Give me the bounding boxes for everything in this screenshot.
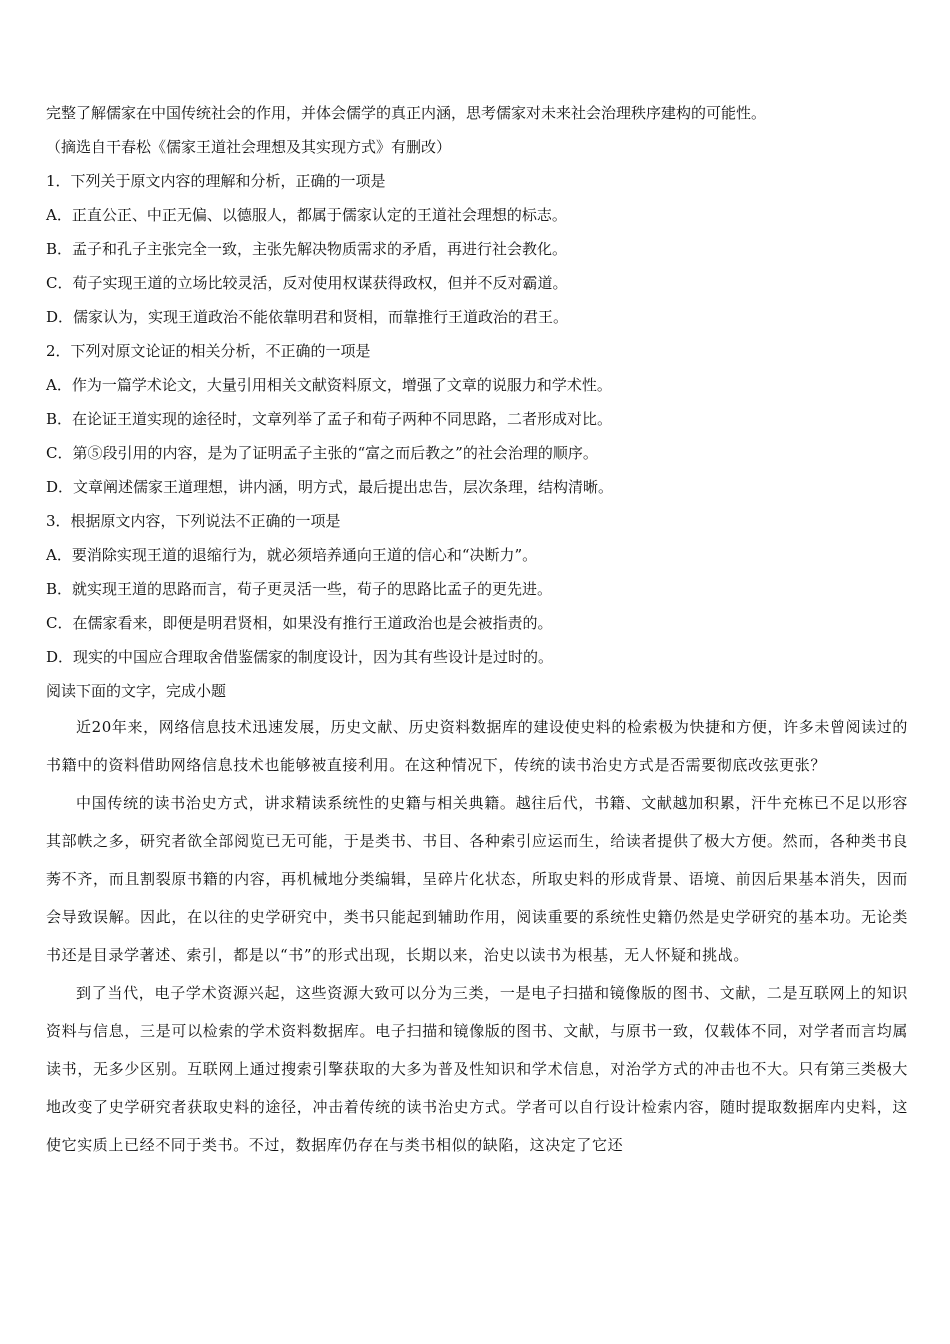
question-2 bbox=[46, 334, 908, 504]
question-stem: 2．下列对原文论证的相关分析，不正确的一项是 bbox=[46, 342, 371, 360]
option-d: D．儒家认为，实现王道政治不能依靠明君和贤相，而靠推行王道政治的君王。 bbox=[46, 308, 569, 326]
option-c: C．第⑤段引用的内容，是为了证明孟子主张的“富之而后教之”的社会治理的顺序。 bbox=[46, 444, 598, 462]
question-1 bbox=[46, 164, 908, 334]
passage-paragraph-2: 中国传统的读书治史方式，讲求精读系统性的史籍与相关典籍。越往后代，书籍、文献越加积累，汗牛充栋已不足以形容其部帙之多，研究者欲全部阅览已无可能，于是类书、书目、各种索引应运而生，给读者提供了极大方便。然而，各种类书良莠不齐，而且割裂原书籍的内容，再机械地分类编辑，呈碎片化状态，所取史料的形成背景、语境、前因后果基本消失，因而会导致误解。因此，在以往的史学研究中，类书只能起到辅助作用，阅读重要的系统性史籍仍然是史学研究的基本功。无论类书还是目录学著述、索引，都是以“书”的形式出现，长期以来，治史以读书为根基，无人怀疑和挑战。 bbox=[46, 794, 908, 964]
option-c: C．在儒家看来，即便是明君贤相，如果没有推行王道政治也是会被指责的。 bbox=[46, 614, 553, 632]
document-page bbox=[46, 96, 908, 1164]
option-a: A．正直公正、中正无偏、以德服人，都属于儒家认定的王道社会理想的标志。 bbox=[46, 206, 567, 224]
option-b: B．在论证王道实现的途径时，文章列举了孟子和荀子两种不同思路，二者形成对比。 bbox=[46, 410, 613, 428]
reading-instruction: 阅读下面的文字，完成小题 bbox=[46, 682, 227, 700]
intro-line: 完整了解儒家在中国传统社会的作用，并体会儒学的真正内涵，思考儒家对未来社会治理秩序建构的可能性。 bbox=[46, 104, 767, 122]
passage-paragraph-3: 到了当代，电子学术资源兴起，这些资源大致可以分为三类，一是电子扫描和镜像版的图书、文献，二是互联网上的知识资料与信息，三是可以检索的学术资料数据库。电子扫描和镜像版的图书、文献，与原书一致，仅载体不同，对学者而言均属读书，无多少区别。互联网上通过搜索引擎获取的大多为普及性知识和学术信息，对治学方式的冲击也不大。只有第三类极大地改变了史学研究者获取史料的途径，冲击着传统的读书治史方式。学者可以自行设计检索内容，随时提取数据库内史料，这使它实质上已经不同于类书。不过，数据库仍存在与类书相似的缺陷，这决定了它还 bbox=[46, 984, 908, 1154]
option-b: B．就实现王道的思路而言，荀子更灵活一些，荀子的思路比孟子的更先进。 bbox=[46, 580, 553, 598]
option-d: D．文章阐述儒家王道理想，讲内涵，明方式，最后提出忠告，层次条理，结构清晰。 bbox=[46, 478, 614, 496]
option-a: A．作为一篇学术论文，大量引用相关文献资料原文，增强了文章的说服力和学术性。 bbox=[46, 376, 612, 394]
option-a: A．要消除实现王道的退缩行为，就必须培养通向王道的信心和“决断力”。 bbox=[46, 546, 538, 564]
source-citation: （摘选自干春松《儒家王道社会理想及其实现方式》有删改） bbox=[46, 138, 452, 156]
question-stem: 1．下列关于原文内容的理解和分析，正确的一项是 bbox=[46, 172, 386, 190]
passage-paragraph-1: 近20年来，网络信息技术迅速发展，历史文献、历史资料数据库的建设使史料的检索极为快捷和方便，许多未曾阅读过的书籍中的资料借助网络信息技术也能够被直接利用。在这种情况下，传统的读书治史方式是否需要彻底改弦更张？ bbox=[46, 718, 908, 774]
question-stem: 3．根据原文内容，下列说法不正确的一项是 bbox=[46, 512, 341, 530]
option-b: B．孟子和孔子主张完全一致，主张先解决物质需求的矛盾，再进行社会教化。 bbox=[46, 240, 568, 258]
question-3 bbox=[46, 504, 908, 674]
option-c: C．荀子实现王道的立场比较灵活，反对使用权谋获得政权，但并不反对霸道。 bbox=[46, 274, 568, 292]
option-d: D．现实的中国应合理取舍借鉴儒家的制度设计，因为其有些设计是过时的。 bbox=[46, 648, 554, 666]
